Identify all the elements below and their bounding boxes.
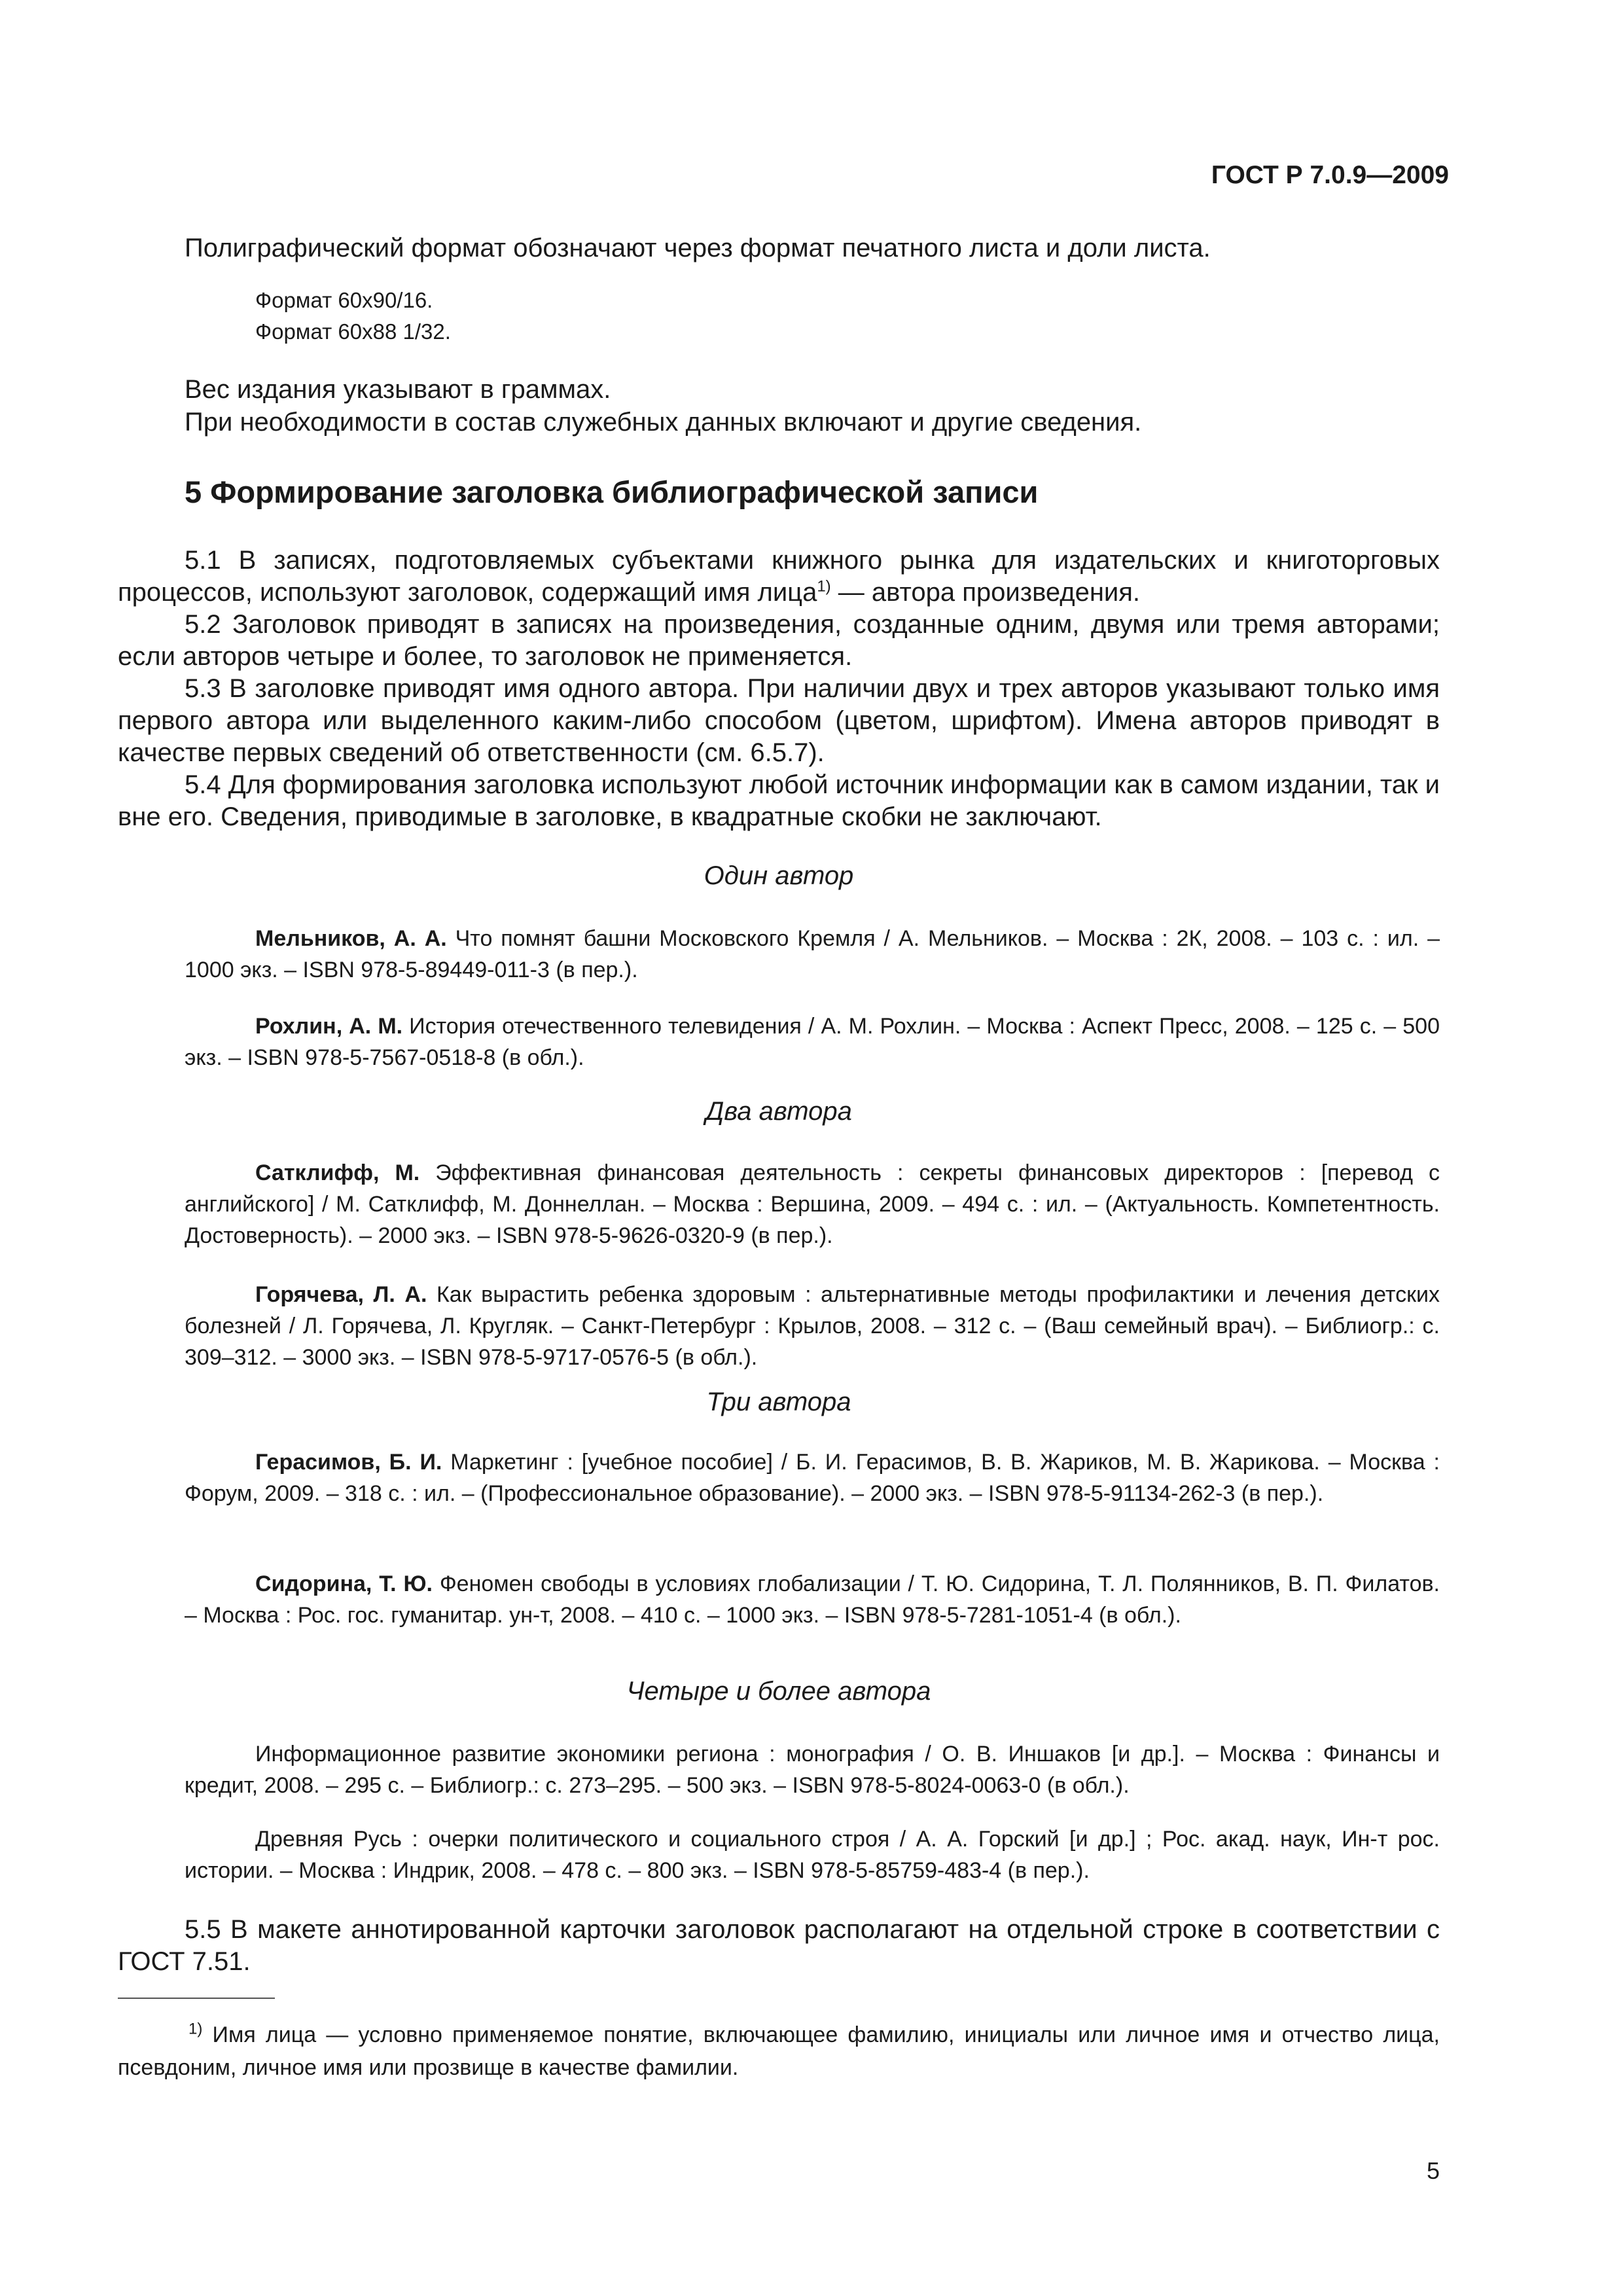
- bib-entry-text: Феномен свободы в условиях глобализации / Т. Ю. Сидорина, Т. Л. Полянников, В. П. Филатов. – Москва : Рос. гос. гуманитар. ун-т, 2008. – 410 с. – 1000 экз. – ISBN 978-5-7281-1051-4 (в обл.).: [185, 1571, 1440, 1628]
- bib-entry: [185, 1568, 1440, 1631]
- bib-entry-text: Древняя Русь : очерки политического и социального строя / А. А. Горский [и др.] ; Рос. акад. наук, Ин-т рос. истории. – Москва : Индрик, 2008. – 478 с. – 800 экз. – ISBN 978-5-85759-483-4 (в пер.).: [185, 1827, 1440, 1883]
- footnote: [118, 2018, 1440, 2084]
- subheading-four-authors: Четыре и более автора: [626, 1677, 931, 1706]
- subheading-two-authors: Два автора: [705, 1097, 852, 1126]
- format-example-1: Формат 60х90/16.: [255, 288, 433, 312]
- bib-entry-author: Мельников, А. А.: [255, 926, 447, 951]
- paragraph-5-1: [118, 545, 1440, 609]
- paragraph-5-1-tail: — автора произведения.: [830, 578, 1141, 607]
- bib-entry-author: Горячева, Л. А.: [255, 1282, 427, 1307]
- bib-entry-author: Рохлин, А. М.: [255, 1014, 403, 1039]
- bib-entry-text: Эффективная финансовая деятельность : секреты финансовых директоров : [перевод с английского] / М. Сатклифф, М. Доннеллан. – Москва : Вершина, 2009. – 494 с. : ил. – (Актуальность. Компетентность. Достоверность). – 2000 экз. – ISBN 978-5-9626-0320-9 (в пер.).: [185, 1160, 1440, 1248]
- bib-entry: [185, 923, 1440, 986]
- bib-entry: [185, 1738, 1440, 1801]
- paragraph-5-2: [118, 609, 1440, 673]
- paragraph-5-5-text: 5.5 В макете аннотированной карточки заголовок располагают на отдельной строке в соответствии с ГОСТ 7.51.: [118, 1915, 1440, 1976]
- bib-entry: [185, 1011, 1440, 1073]
- paragraph-5-1-text: 5.1 В записях, подготовляемых субъектами книжного рынка для издательских и книготорговых процессов, используют заголовок, содержащий имя лица: [118, 546, 1440, 607]
- bib-entry-text: Информационное развитие экономики региона : монография / О. В. Иншаков [и др.]. – Москва : Финансы и кредит, 2008. – 295 с. – Библиогр.: с. 273–295. – 500 экз. – ISBN 978-5-8024-0063-0 (в обл.).: [185, 1742, 1440, 1798]
- weight-sentence: Вес издания указывают в граммах.: [185, 375, 611, 404]
- paragraph-5-2-text: 5.2 Заголовок приводят в записях на произведения, созданные одним, двумя или тремя авторами; если авторов четыре и более, то заголовок не применяется.: [118, 610, 1440, 671]
- bib-entry-text: Маркетинг : [учебное пособие] / Б. И. Герасимов, В. В. Жариков, М. В. Жарикова. – Москва : Форум, 2009. – 318 с. : ил. – (Профессиональное образование). – 2000 экз. – ISBN 978-5-91134-262-3 (в пер.).: [185, 1450, 1440, 1506]
- subheading-one-author: Один автор: [704, 861, 854, 890]
- section-heading: 5 Формирование заголовка библиографической записи: [185, 475, 1039, 509]
- other-info-sentence: При необходимости в состав служебных данных включают и другие сведения.: [185, 408, 1142, 437]
- footnote-marker: 1): [188, 2020, 203, 2038]
- subheading-three-authors: Три автора: [706, 1388, 851, 1416]
- bib-entry: [185, 1279, 1440, 1373]
- page-number: 5: [1426, 2157, 1440, 2184]
- bib-entry: [185, 1446, 1440, 1509]
- bib-entry-author: Сатклифф, М.: [255, 1160, 420, 1185]
- footnote-ref: 1): [817, 577, 831, 596]
- bib-entry-author: Сидорина, Т. Ю.: [255, 1571, 433, 1596]
- bib-entry-text: Что помнят башни Московского Кремля / А. Мельников. – Москва : 2К, 2008. – 103 с. : ил. – 1000 экз. – ISBN 978-5-89449-011-3 (в пер.).: [185, 926, 1440, 982]
- bib-entry-text: Как вырастить ребенка здоровым : альтернативные методы профилактики и лечения детских болезней / Л. Горячева, Л. Кругляк. – Санкт-Петербург : Крылов, 2008. – 312 с. – (Ваш семейный врач). – Библиогр.: с. 309–312. – 3000 экз. – ISBN 978-5-9717-0576-5 (в обл.).: [185, 1282, 1440, 1370]
- paragraph-5-4: [118, 769, 1440, 833]
- bib-entry-author: Герасимов, Б. И.: [255, 1450, 442, 1475]
- paragraph-5-3: [118, 673, 1440, 769]
- bib-entry: [185, 1157, 1440, 1251]
- paragraph-5-3-text: 5.3 В заголовке приводят имя одного автора. При наличии двух и трех авторов указывают только имя первого автора или выделенного каким-либо способом (цветом, шрифтом). Имена авторов приводят в качестве первых сведений об ответственности (см. 6.5.7).: [118, 674, 1440, 767]
- paragraph-5-4-text: 5.4 Для формирования заголовка используют любой источник информации как в самом издании, так и вне его. Сведения, приводимые в заголовке, в квадратные скобки не заключают.: [118, 770, 1440, 831]
- standard-code: ГОСТ Р 7.0.9—2009: [1211, 161, 1449, 189]
- format-example-2: Формат 60х88 1/32.: [255, 319, 451, 344]
- bib-entry-text: История отечественного телевидения / А. М. Рохлин. – Москва : Аспект Пресс, 2008. – 125 с. – 500 экз. – ISBN 978-5-7567-0518-8 (в обл.).: [185, 1014, 1440, 1070]
- bib-entry: [185, 1823, 1440, 1886]
- footnote-separator: [118, 1998, 275, 1999]
- format-sentence: Полиграфический формат обозначают через формат печатного листа и доли листа.: [185, 234, 1211, 262]
- footnote-text: Имя лица — условно применяемое понятие, включающее фамилию, инициалы или личное имя и отчество лица, псевдоним, личное имя или прозвище в качестве фамилии.: [118, 2022, 1440, 2080]
- paragraph-5-5: [118, 1914, 1440, 1978]
